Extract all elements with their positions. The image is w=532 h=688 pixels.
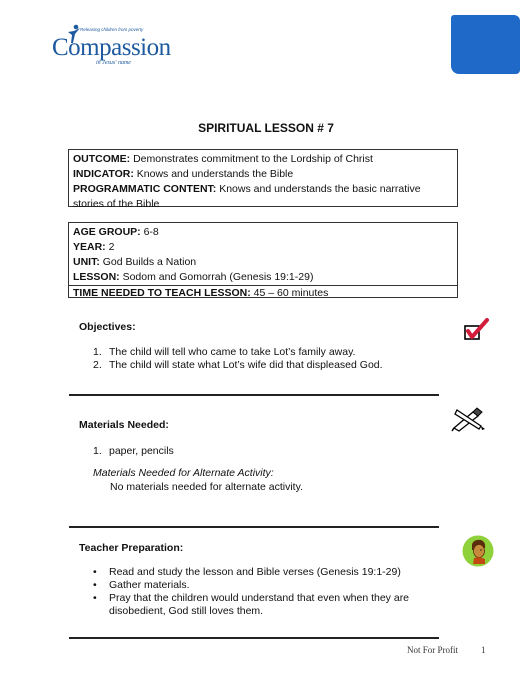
indicator-value: Knows and understands the Bible xyxy=(133,168,294,180)
age-value: 6-8 xyxy=(140,226,159,238)
lesson-value: Sodom and Gomorrah (Genesis 19:1-29) xyxy=(119,271,314,283)
teacher-icon xyxy=(461,534,495,568)
section-divider xyxy=(69,526,439,528)
year-label: YEAR: xyxy=(73,241,106,253)
bullet-3: • xyxy=(93,592,97,604)
outcome-label: OUTCOME: xyxy=(73,153,131,165)
objective-num-1: 1. xyxy=(93,346,102,358)
age-label: AGE GROUP: xyxy=(73,226,141,238)
bullet-1: • xyxy=(93,566,97,578)
logo-wordmark: Compassion xyxy=(52,34,171,61)
time-label: TIME NEEDED TO TEACH LESSON: xyxy=(73,287,251,299)
time-value: 45 – 60 minutes xyxy=(250,287,329,299)
logo-subline: in Jesus' name xyxy=(96,60,131,66)
unit-label: UNIT: xyxy=(73,256,100,268)
page-title: SPIRITUAL LESSON # 7 xyxy=(198,121,334,135)
material-num-1: 1. xyxy=(93,445,102,457)
objective-num-2: 2. xyxy=(93,359,102,371)
pencils-icon xyxy=(451,406,487,432)
outcome-value: Demonstrates commitment to the Lordship of Christ xyxy=(130,153,373,165)
alt-materials-heading: Materials Needed for Alternate Activity: xyxy=(93,467,274,479)
prep-item-3-cont: disobedient, God still loves them. xyxy=(109,605,264,617)
programmatic-label: PROGRAMMATIC CONTENT: xyxy=(73,183,217,195)
section-divider xyxy=(69,394,439,396)
prep-item-1: Read and study the lesson and Bible verses (Genesis 19:1-29) xyxy=(109,566,401,578)
teacher-prep-heading: Teacher Preparation: xyxy=(79,542,184,554)
alt-materials-text: No materials needed for alternate activity. xyxy=(110,481,303,493)
objectives-heading: Objectives: xyxy=(79,321,136,333)
indicator-line xyxy=(73,167,453,182)
prep-item-3: Pray that the children would understand that even when they are xyxy=(109,592,410,604)
outcome-line xyxy=(73,152,453,167)
lesson-info-box xyxy=(68,222,458,298)
objective-item-2: The child will state what Lot’s wife did that displeased God. xyxy=(109,359,383,371)
programmatic-line xyxy=(73,182,453,212)
page-number: 1 xyxy=(481,645,486,655)
bullet-2: • xyxy=(93,579,97,591)
age-line xyxy=(73,225,453,240)
section-divider xyxy=(69,637,439,639)
prep-item-2: Gather materials. xyxy=(109,579,190,591)
year-value: 2 xyxy=(105,241,115,253)
time-line xyxy=(69,285,457,301)
blue-decoration xyxy=(451,15,520,74)
materials-heading: Materials Needed: xyxy=(79,419,169,431)
indicator-label: INDICATOR: xyxy=(73,168,134,180)
logo-tagline: Releasing children from poverty xyxy=(80,27,144,32)
material-item-1: paper, pencils xyxy=(109,445,174,457)
year-line xyxy=(73,240,453,255)
programmatic-value: Knows and understands the basic narrative stories of the Bible xyxy=(73,183,421,210)
lesson-line xyxy=(73,270,453,285)
unit-value: God Builds a Nation xyxy=(99,256,197,268)
outcome-box xyxy=(68,149,458,210)
lesson-label: LESSON: xyxy=(73,271,120,283)
checkbox-check-icon xyxy=(463,318,491,342)
compassion-logo xyxy=(52,24,171,70)
unit-line xyxy=(73,255,453,270)
objective-item-1: The child will tell who came to take Lot’s family away. xyxy=(109,346,356,358)
footer-text: Not For Profit xyxy=(407,645,459,655)
